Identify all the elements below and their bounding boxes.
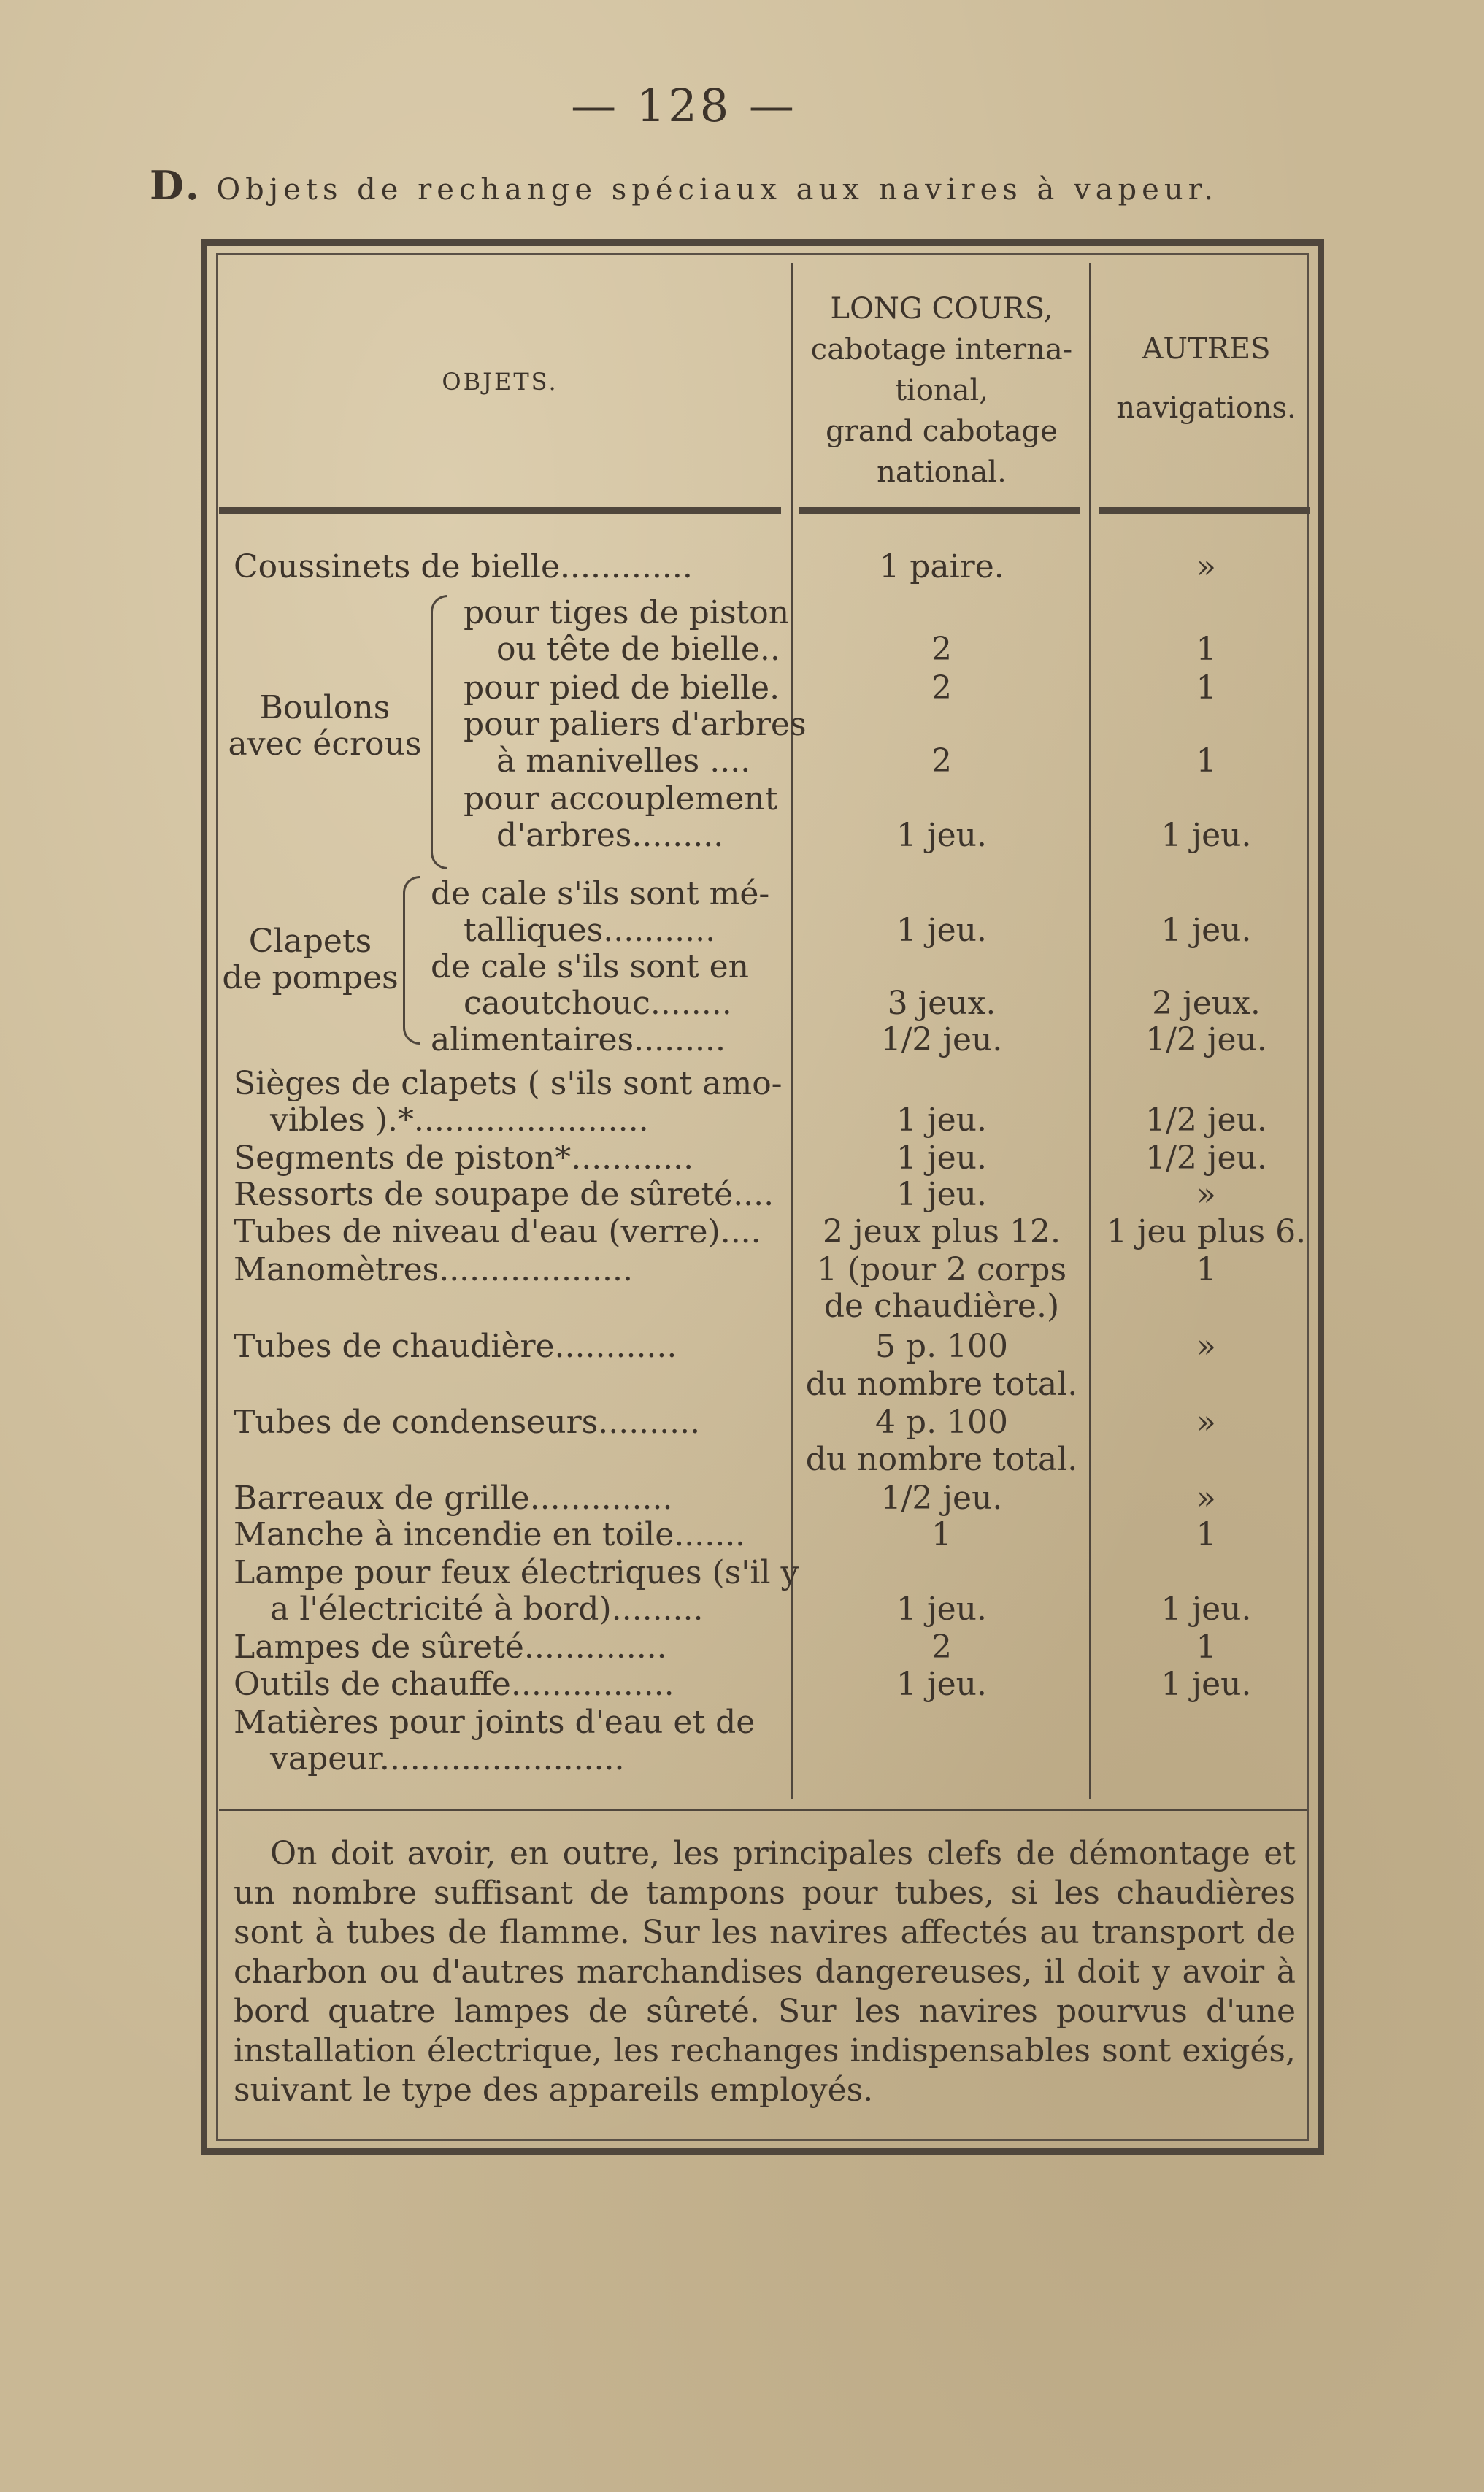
row-label: Matières pour joints d'eau et de bbox=[234, 1704, 756, 1741]
header-autres-line: navigations. bbox=[1116, 391, 1296, 425]
value-autres: 1 jeu. bbox=[1161, 817, 1252, 854]
header-rule bbox=[219, 507, 781, 514]
group-label-clapets bbox=[219, 923, 401, 996]
value-long-cours: 1 jeu. bbox=[896, 1176, 987, 1213]
footer-rule bbox=[219, 1809, 1307, 1811]
value-long-cours: 1 paire. bbox=[879, 548, 1004, 585]
row-label: ou tête de bielle.. bbox=[496, 631, 780, 668]
value-autres: 1 bbox=[1196, 1628, 1217, 1666]
row-label: Sièges de clapets ( s'ils sont amo- bbox=[234, 1065, 783, 1102]
header-long-cours-line: LONG COURS, bbox=[830, 292, 1053, 326]
value-long-cours: du nombre total. bbox=[805, 1441, 1078, 1478]
header-long-cours-line: tional, bbox=[894, 374, 989, 407]
value-autres: 1 jeu. bbox=[1161, 1666, 1252, 1703]
value-long-cours: 4 p. 100 bbox=[874, 1404, 1009, 1441]
row-label: Tubes de chaudière............ bbox=[234, 1328, 677, 1365]
row-label: Ressorts de soupape de sûreté.... bbox=[234, 1176, 774, 1213]
group-label-boulons bbox=[219, 690, 431, 763]
row-label: à manivelles .... bbox=[496, 742, 751, 780]
row-label: Segments de piston*............ bbox=[234, 1139, 694, 1177]
row-label: de cale s'ils sont mé- bbox=[431, 875, 770, 912]
value-autres: 1 bbox=[1196, 669, 1217, 707]
value-autres: » bbox=[1196, 548, 1216, 585]
value-long-cours: 1 jeu. bbox=[896, 1666, 987, 1703]
value-autres: » bbox=[1196, 1480, 1216, 1517]
header-long-cours-line: cabotage interna- bbox=[810, 333, 1073, 366]
row-label: pour paliers d'arbres bbox=[464, 706, 807, 743]
title-text: Objets de rechange spéciaux aux navires à vapeur. bbox=[216, 173, 1219, 207]
value-long-cours: 1 (pour 2 corps bbox=[816, 1251, 1067, 1288]
row-label: vibles ).*....................... bbox=[270, 1101, 649, 1139]
header-long-cours-line: grand cabotage bbox=[826, 415, 1058, 448]
header-autres bbox=[1091, 328, 1321, 428]
value-autres: » bbox=[1196, 1404, 1216, 1441]
title-letter: D. bbox=[149, 162, 202, 209]
row-label: caoutchouc........ bbox=[464, 985, 732, 1022]
header-long-cours-line: national. bbox=[877, 455, 1007, 489]
group-label-line: Clapets bbox=[248, 923, 372, 960]
footnote-text: On doit avoir, en outre, les principales clefs de démontage et un nombre suffisant de tampons pour tubes, si les chaudières sont à tubes de flamme. Sur les navires affectés au transport de charbon ou d'autres marchandises dangereuses, il doit y avoir à bord quatre lampes de sûreté. Sur les navires pourvus d'une installation électrique, les rechanges indispensables sont exigés, suivant le type des appareils employés. bbox=[234, 1835, 1296, 2109]
value-long-cours: 1 jeu. bbox=[896, 912, 987, 949]
header-autres-line: AUTRES bbox=[1142, 332, 1271, 366]
value-long-cours: 1 jeu. bbox=[896, 1139, 987, 1177]
row-label: Lampes de sûreté.............. bbox=[234, 1628, 667, 1666]
value-autres: 2 jeux. bbox=[1152, 985, 1261, 1022]
value-long-cours: 1 jeu. bbox=[896, 1101, 987, 1139]
row-label: a l'électricité à bord)......... bbox=[270, 1591, 704, 1628]
value-long-cours: 1/2 jeu. bbox=[880, 1480, 1003, 1517]
group-label-line: avec écrous bbox=[228, 726, 422, 763]
row-label: Outils de chauffe................ bbox=[234, 1666, 674, 1703]
group-brace bbox=[403, 876, 420, 1045]
row-label: talliques........... bbox=[464, 912, 716, 949]
row-label: Lampe pour feux électriques (s'il y bbox=[234, 1554, 799, 1591]
value-autres: » bbox=[1196, 1328, 1216, 1365]
page-title bbox=[0, 162, 1368, 209]
value-long-cours: 2 jeux plus 12. bbox=[823, 1213, 1061, 1250]
value-long-cours: de chaudière.) bbox=[823, 1288, 1060, 1325]
value-long-cours: 1/2 jeu. bbox=[880, 1021, 1003, 1058]
value-long-cours: du nombre total. bbox=[805, 1366, 1078, 1403]
row-label: pour accouplement bbox=[464, 780, 778, 818]
value-autres: 1 jeu. bbox=[1161, 912, 1252, 949]
value-autres: 1 jeu. bbox=[1161, 1591, 1252, 1628]
header-rule bbox=[799, 507, 1080, 514]
row-label: Coussinets de bielle............. bbox=[234, 548, 693, 585]
row-label: de cale s'ils sont en bbox=[431, 948, 750, 985]
row-label: pour tiges de piston bbox=[464, 594, 790, 631]
row-label: Tubes de condenseurs.......... bbox=[234, 1404, 701, 1441]
value-long-cours: 3 jeux. bbox=[887, 985, 996, 1022]
row-label: Manomètres................... bbox=[234, 1251, 633, 1288]
row-label: d'arbres......... bbox=[496, 817, 724, 854]
value-long-cours: 5 p. 100 bbox=[874, 1328, 1009, 1365]
value-long-cours: 2 bbox=[931, 669, 952, 707]
value-long-cours: 1 bbox=[931, 1516, 952, 1553]
row-label: pour pied de bielle. bbox=[464, 669, 780, 707]
row-label: alimentaires......... bbox=[431, 1021, 726, 1058]
value-long-cours: 2 bbox=[931, 1628, 952, 1666]
value-autres: 1 bbox=[1196, 742, 1217, 780]
value-long-cours: 1 jeu. bbox=[896, 1591, 987, 1628]
value-long-cours: 1 jeu. bbox=[896, 817, 987, 854]
group-brace bbox=[431, 595, 447, 869]
group-label-line: de pompes bbox=[222, 959, 399, 996]
value-autres: 1 bbox=[1196, 1516, 1217, 1553]
value-autres: 1 jeu plus 6. bbox=[1106, 1213, 1307, 1250]
row-label: vapeur........................ bbox=[270, 1740, 625, 1777]
value-autres: 1 bbox=[1196, 1251, 1217, 1288]
value-autres: 1 bbox=[1196, 631, 1217, 668]
header-rule bbox=[1099, 507, 1310, 514]
page-number: — 128 — bbox=[571, 79, 797, 132]
value-autres: » bbox=[1196, 1176, 1216, 1213]
header-long-cours bbox=[796, 288, 1088, 493]
value-autres: 1/2 jeu. bbox=[1145, 1021, 1267, 1058]
footnote-paragraph bbox=[234, 1834, 1296, 2110]
row-label: Barreaux de grille.............. bbox=[234, 1480, 673, 1517]
group-label-line: Boulons bbox=[259, 689, 391, 726]
value-autres: 1/2 jeu. bbox=[1145, 1101, 1267, 1139]
value-long-cours: 2 bbox=[931, 631, 952, 668]
value-autres: 1/2 jeu. bbox=[1145, 1139, 1267, 1177]
row-label: Tubes de niveau d'eau (verre).... bbox=[234, 1213, 761, 1250]
header-objets: OBJETS. bbox=[442, 368, 558, 396]
value-long-cours: 2 bbox=[931, 742, 952, 780]
row-label: Manche à incendie en toile....... bbox=[234, 1516, 746, 1553]
